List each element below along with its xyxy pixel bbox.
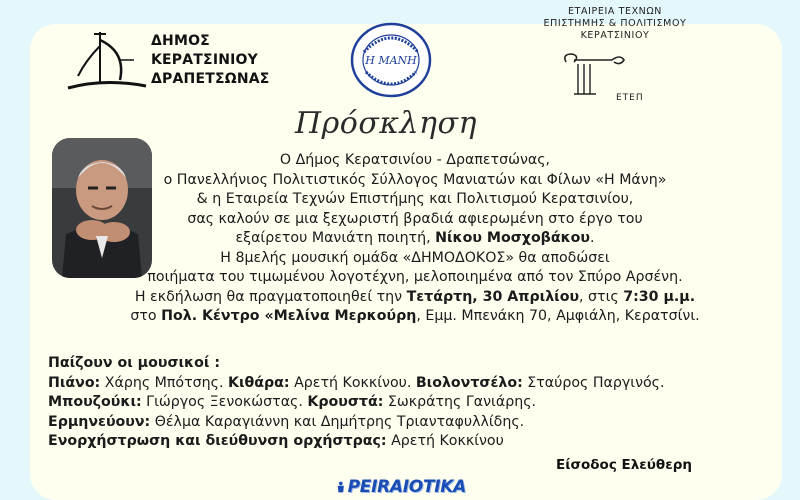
- musicians-line: [48, 393, 665, 413]
- etep-name-line: ΕΤΑΙΡΕΙΑ ΤΕΧΝΩΝ: [568, 6, 662, 17]
- singers-label: Ερμηνεύουν:: [48, 413, 151, 430]
- instrument-label: Πιάνο:: [48, 374, 101, 391]
- poet-name: Νίκου Μοσχοβάκου: [435, 230, 590, 246]
- body-line: ο Πανελλήνιος Πολιτιστικός Σύλλογος Μανιατών και Φίλων «Η Μάνη»: [163, 171, 667, 188]
- event-date: Τετάρτη, 30 Απριλίου: [406, 288, 580, 305]
- dimos-name-line: ΔΗΜΟΣ: [151, 33, 210, 49]
- seal-center-text: Η ΜΑΝΗ: [365, 54, 417, 67]
- musician-name: Σταύρος Παργινός.: [522, 374, 665, 391]
- free-entry-text: Είσοδος Ελεύθερη: [556, 457, 692, 473]
- body-line: Ο Δήμος Κερατσινίου - Δραπετσώνας,: [279, 152, 551, 168]
- musicians-heading: Παίζουν οι μουσικοί :: [48, 355, 220, 371]
- body-text: .: [590, 230, 595, 246]
- figure-icon: [336, 477, 346, 497]
- watermark-text: PEIRAIOTIKA: [347, 477, 466, 497]
- ionic-column-icon: [560, 52, 640, 98]
- dimos-name: [151, 32, 270, 89]
- orchestra-name: Αρετή Κοκκίνου: [386, 433, 504, 449]
- musician-name: Σωκράτης Γανιάρης.: [383, 394, 537, 410]
- dimos-name-line: ΔΡΑΠΕΤΣΩΝΑΣ: [151, 71, 270, 87]
- body-text: στο: [130, 308, 162, 324]
- body-text: Η εκδήλωση θα πραγματοποιηθεί την: [134, 288, 407, 305]
- musician-name: Χάρης Μπότσης.: [100, 374, 228, 391]
- body-line: & η Εταιρεία Τεχνών Επιστήμης και Πολιτισμού Κερατσινίου,: [196, 191, 634, 207]
- event-venue: Πολ. Κέντρο «Μελίνα Μερκούρη: [161, 308, 417, 324]
- orchestra-label: Ενορχήστρωση και διεύθυνση ορχήστρας:: [48, 433, 387, 449]
- musician-name: Αρετή Κοκκίνου.: [289, 374, 416, 391]
- peiraiotika-watermark: [336, 476, 466, 498]
- singers-line: [48, 413, 665, 433]
- invitation-body: [120, 151, 710, 327]
- body-line: ποιήματα του τιμωμένου λογοτέχνη, μελοποιημένα από τον Σπύρο Αρσένη.: [147, 269, 683, 285]
- etep-name-line: ΕΠΙΣΤΗΜΗΣ & ΠΟΛΙΤΙΣΜΟΥ: [543, 18, 687, 29]
- dimos-keratsiniou-logo: [64, 26, 150, 92]
- body-text: , στις: [579, 288, 624, 305]
- page-title: Πρόσκληση: [295, 106, 477, 141]
- instrument-label: Κρουστά:: [307, 394, 384, 410]
- musician-name: Γιώργος Ξενοκώστας.: [141, 394, 308, 410]
- dimos-name-line: ΚΕΡΑΤΣΙΝΙΟΥ: [151, 52, 258, 68]
- instrument-label: Κιθάρα:: [227, 374, 290, 391]
- instrument-label: Βιολοντσέλο:: [415, 374, 523, 391]
- body-line: Η 8μελής μουσική ομάδα «ΔΗΜΟΔΟΚΟΣ» θα αποδώσει: [220, 249, 610, 266]
- singers-names: Θέλμα Καραγιάννη και Δημήτρης Τριανταφυλλίδης.: [150, 413, 525, 430]
- orchestra-line: [48, 432, 665, 452]
- body-line: [120, 307, 710, 327]
- musicians-line: [48, 374, 665, 394]
- body-line: σας καλούν σε μια ξεχωριστή βραδιά αφιερωμένη στο έργο του: [187, 210, 643, 227]
- body-text: , Εμμ. Μπενάκη 70, Αμφιάλη, Κερατσίνι.: [416, 308, 700, 324]
- etep-abbr: ΕΤΕΠ: [616, 93, 644, 103]
- mani-seal-logo: [350, 22, 432, 98]
- body-text: εξαίρετου Μανιάτη ποιητή,: [235, 230, 436, 246]
- etep-name-line: ΚΕΡΑΤΣΙΝΙΟΥ: [580, 30, 650, 41]
- etep-name: [530, 6, 700, 42]
- instrument-label: Μπουζούκι:: [48, 394, 142, 410]
- musicians-list: [48, 354, 665, 452]
- body-line: [120, 288, 710, 308]
- body-line: [120, 229, 710, 249]
- event-time: 7:30 μ.μ.: [623, 288, 696, 305]
